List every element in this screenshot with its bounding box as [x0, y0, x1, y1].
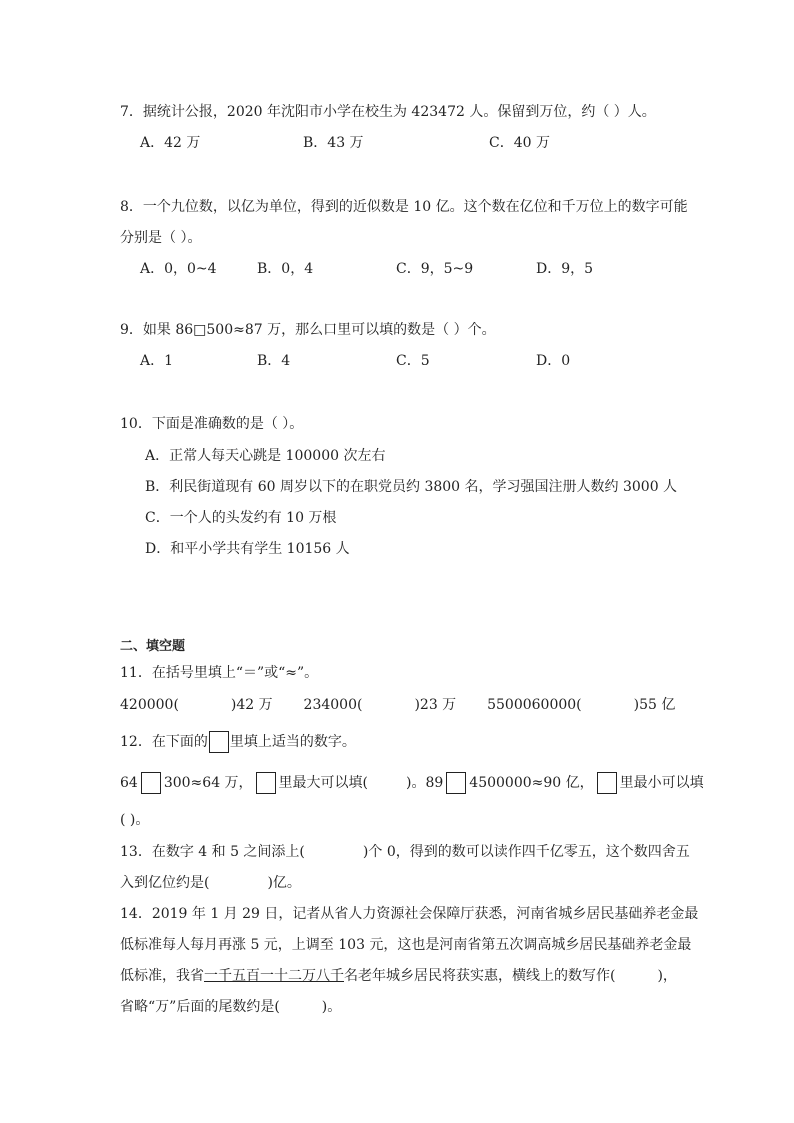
q14-line4	[120, 997, 341, 1017]
q8-option-a: A．0，0~4	[140, 261, 217, 277]
answer-box-ref-1	[256, 772, 276, 794]
q13-l2-a: 入到亿位约是(	[120, 875, 210, 891]
q11-item3-right: )55 亿	[633, 697, 676, 713]
q11-item3-left: 5500060000(	[487, 697, 582, 713]
q11-item2-right: )23 万	[414, 697, 457, 713]
q8-option-d: D．9，5	[536, 261, 594, 277]
q12-l1-c: 里最大可以填(	[278, 775, 369, 791]
q9-option-a: A．1	[140, 353, 174, 369]
q8-option-c: C．9，5~9	[396, 261, 474, 277]
q12-l1-d: )。89	[406, 775, 444, 791]
q9-option-b: B．4	[257, 353, 291, 369]
q10-option-b: B．利民街道现有 60 周岁以下的在职党员约 3800 名，学习强国注册人数约 3000 人	[145, 479, 678, 495]
q13-line1	[120, 842, 690, 862]
q14-line2: 低标准每人每月再涨 5 元，上调至 103 元，这也是河南省第五次调高城乡居民基础养老金最	[120, 937, 692, 953]
q12-line1	[120, 772, 704, 794]
q11-stem: 11．在括号里填上“＝”或“≈”。	[120, 665, 319, 681]
q12-stem	[120, 731, 356, 753]
q13-l1-a: 13．在数字 4 和 5 之间添上(	[120, 844, 305, 860]
q12-l1-b: 300≈64 万，	[163, 775, 253, 791]
q12-l1-e: 4500000≈90 亿，	[469, 775, 594, 791]
q14-l4-b: )。	[321, 999, 342, 1015]
answer-box-2[interactable]	[446, 772, 466, 794]
q14-l3-c: )，	[657, 968, 677, 984]
q11-item2-left: 234000(	[303, 697, 363, 713]
q11-item1-left: 420000(	[120, 697, 179, 713]
q14-line1: 14．2019 年 1 月 29 日，记者从省人力资源社会保障厅获悉，河南省城乡居民基础养老金最	[120, 906, 699, 922]
answer-box-ref-2	[597, 772, 617, 794]
q10-option-a: A．正常人每天心跳是 100000 次左右	[145, 448, 386, 464]
answer-box[interactable]	[209, 731, 229, 753]
q14-line3	[120, 966, 677, 986]
q14-l4-a: 省略“万”后面的尾数约是(	[120, 999, 280, 1015]
q14-underlined-number: 一千五百一十二万八千	[204, 968, 344, 984]
q14-l3-b: 名老年城乡居民将获实惠，横线上的数写作(	[344, 968, 616, 984]
q12-line2[interactable]: ( )。	[120, 812, 150, 828]
q12-stem-b: 里填上适当的数字。	[229, 734, 356, 750]
q10-option-c: C．一个人的头发约有 10 万根	[145, 510, 337, 526]
q10-option-d: D．和平小学共有学生 10156 人	[145, 541, 350, 557]
q9-stem: 9．如果 86□500≈87 万，那么口里可以填的数是（ ）个。	[120, 322, 496, 338]
answer-box-1[interactable]	[141, 772, 161, 794]
q13-line2	[120, 873, 301, 893]
q7-option-a: A．42 万	[140, 135, 201, 151]
q13-l1-b: )个 0，得到的数可以读作四千亿零五，这个数四舍五	[362, 844, 690, 860]
q12-l1-f: 里最小可以填	[619, 775, 704, 791]
q7-option-b: B．43 万	[303, 135, 364, 151]
q11-item1-right: )42 万	[230, 697, 273, 713]
q9-option-d: D．0	[536, 353, 571, 369]
q11-items	[120, 695, 675, 715]
q7-stem: 7．据统计公报，2020 年沈阳市小学在校生为 423472 人。保留到万位，约（ ）人。	[120, 104, 656, 120]
q7-option-c: C．40 万	[489, 135, 550, 151]
q9-option-c: C．5	[396, 353, 430, 369]
q12-stem-a: 12．在下面的	[120, 734, 208, 750]
q8-stem-line2: 分别是（ ）。	[120, 230, 202, 246]
q14-l3-a: 低标准，我省	[120, 968, 204, 984]
q8-option-b: B．0，4	[257, 261, 314, 277]
q12-l1-a: 64	[120, 775, 138, 791]
q13-l2-b: )亿。	[267, 875, 301, 891]
q8-stem-line1: 8．一个九位数，以亿为单位，得到的近似数是 10 亿。这个数在亿位和千万位上的数字可能	[120, 199, 688, 215]
section-heading: 二、填空题	[120, 639, 186, 654]
q10-stem: 10．下面是准确数的是（ ）。	[120, 416, 304, 432]
